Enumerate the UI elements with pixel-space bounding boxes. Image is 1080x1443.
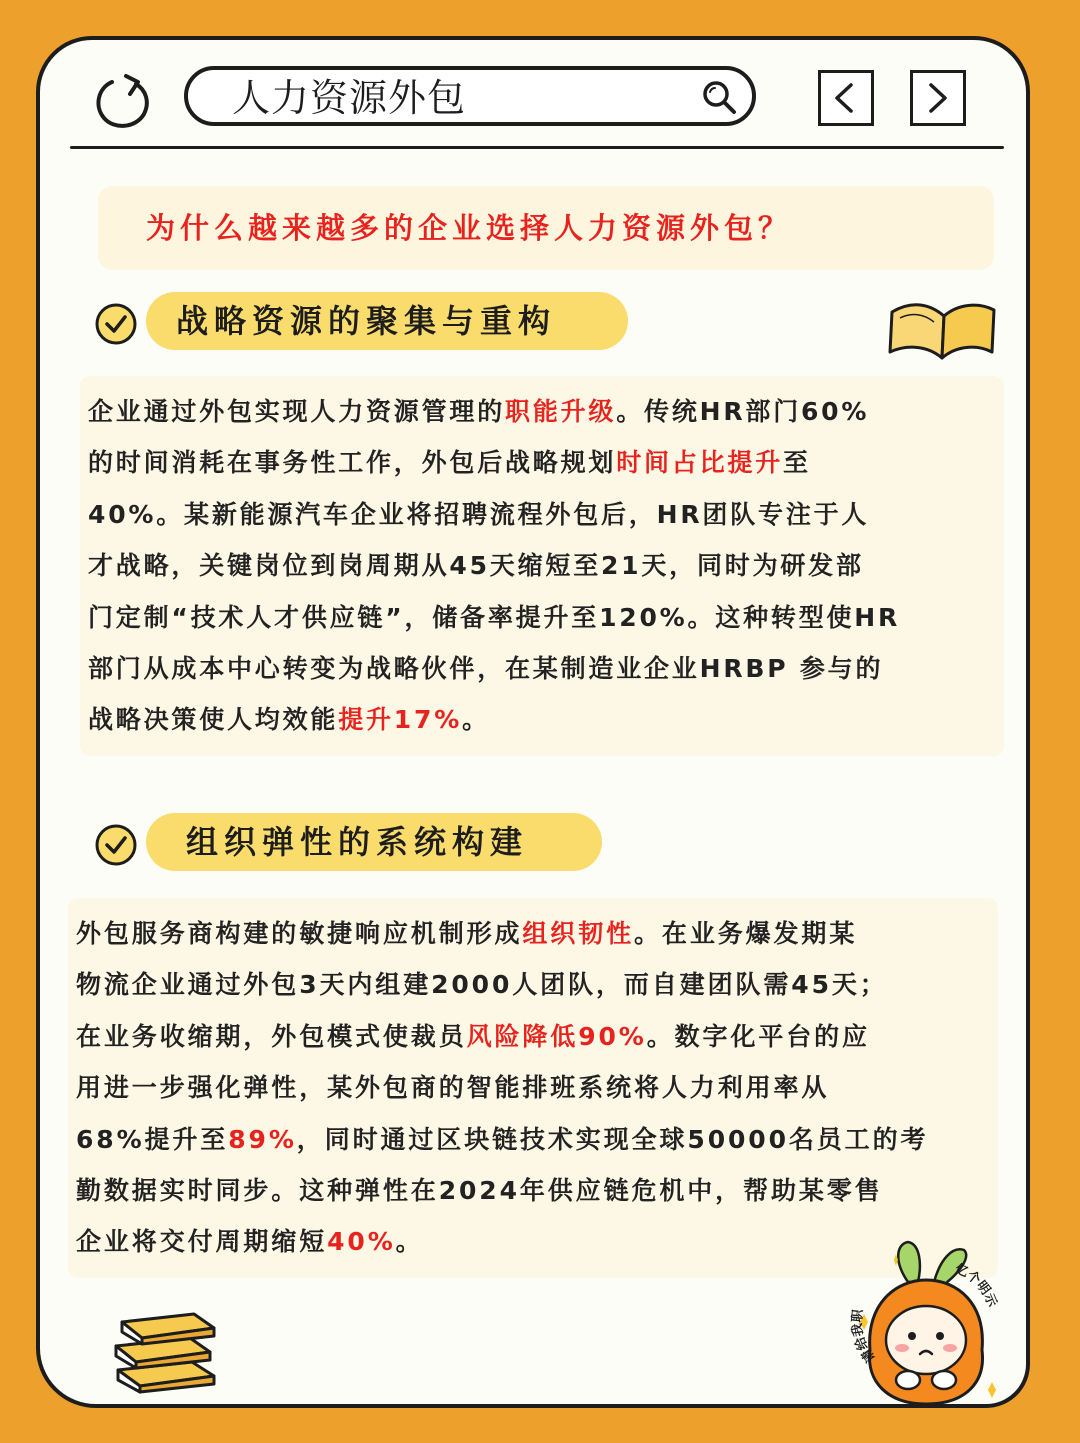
mascot-badge-right: 亿个明示 <box>952 1261 1000 1310</box>
body-text: 部门从成本中心转变为战略伙伴，在某制造业企业HRBP 参与的 <box>88 654 884 684</box>
paragraph-line <box>88 694 996 745</box>
body-text: 。 <box>462 705 490 735</box>
highlight-text: 89% <box>228 1124 297 1154</box>
section-heading-text: 战略资源的聚集与重构 <box>176 302 557 340</box>
mascot-badge-left: 请给我职 <box>849 1308 879 1366</box>
search-query: 人力资源外包 <box>232 76 467 120</box>
refresh-icon[interactable] <box>90 72 156 132</box>
body-text: 在业务收缩期，外包模式使裁员 <box>76 1021 467 1051</box>
body-text: 企业将交付周期缩短 <box>76 1227 328 1257</box>
paragraph-line <box>88 489 996 540</box>
body-text: ，同时通过区块链技术实现全球50000名员工的考 <box>296 1124 929 1154</box>
highlight-text: 组织韧性 <box>522 919 635 948</box>
question-text: 为什么越来越多的企业选择人力资源外包？ <box>146 211 793 245</box>
paragraph-line <box>76 1011 990 1062</box>
paragraph-line <box>88 592 996 643</box>
body-text: 战略决策使人均效能 <box>88 705 339 735</box>
highlight-text: 提升17% <box>338 705 463 735</box>
highlight-text: 40% <box>327 1227 396 1257</box>
forward-button[interactable] <box>910 70 966 126</box>
body-text: 。数字化平台的应 <box>646 1021 870 1051</box>
body-text: 勤数据实时同步。这种弹性在2024年供应链危机中，帮助某零售 <box>76 1176 883 1206</box>
open-book-icon <box>886 296 998 362</box>
body-text: 至 <box>783 448 811 478</box>
mascot-sticker <box>836 1232 1016 1408</box>
section-heading-strategy <box>146 292 628 350</box>
back-button[interactable] <box>818 70 874 126</box>
body-text: 的时间消耗在事务性工作，外包后战略规划 <box>88 448 617 478</box>
paragraph-line <box>76 1062 990 1113</box>
book-stack-icon <box>110 1310 222 1394</box>
header-divider <box>70 146 1004 149</box>
section-heading-text: 组织弹性的系统构建 <box>186 823 529 861</box>
body-text: 68%提升至 <box>76 1124 229 1154</box>
check-circle-icon <box>94 302 138 346</box>
search-input[interactable] <box>184 66 756 126</box>
paragraph-line <box>88 643 996 694</box>
paragraph-line <box>88 437 996 488</box>
paragraph-line <box>88 386 996 437</box>
body-text: 。 <box>395 1227 424 1257</box>
body-text: 外包服务商构建的敏捷响应机制形成 <box>76 919 523 948</box>
paragraph-strategy <box>80 376 1004 756</box>
highlight-text: 时间占比提升 <box>616 448 784 478</box>
body-text: 才战略，关键岗位到岗周期从45天缩短至21天，同时为研发部 <box>88 551 864 581</box>
highlight-text: 职能升级 <box>505 397 617 426</box>
body-text: 。传统HR部门60% <box>616 397 870 426</box>
content-card <box>36 36 1030 1408</box>
paragraph-line <box>76 1165 990 1216</box>
body-text: 40%。某新能源汽车企业将招聘流程外包后，HR团队专注于人 <box>88 499 870 529</box>
check-circle-icon <box>94 823 138 867</box>
search-icon[interactable] <box>700 78 738 116</box>
paragraph-line <box>76 1114 990 1165</box>
paragraph-line <box>88 540 996 591</box>
body-text: 物流企业通过外包3天内组建2000人团队，而自建团队需45天； <box>76 970 888 1000</box>
body-text: 门定制“技术人才供应链”，储备率提升至120%。这种转型使HR <box>88 602 901 632</box>
body-text: 用进一步强化弹性，某外包商的智能排班系统将人力利用率从 <box>76 1073 830 1103</box>
section-heading-resilience <box>146 813 602 871</box>
paragraph-resilience <box>68 898 998 1278</box>
body-text: 。在业务爆发期某 <box>634 919 858 948</box>
question-banner <box>98 186 994 270</box>
paragraph-line <box>76 959 990 1010</box>
highlight-text: 风险降低90% <box>466 1021 647 1051</box>
paragraph-line <box>76 908 990 959</box>
body-text: 企业通过外包实现人力资源管理的 <box>88 397 506 426</box>
